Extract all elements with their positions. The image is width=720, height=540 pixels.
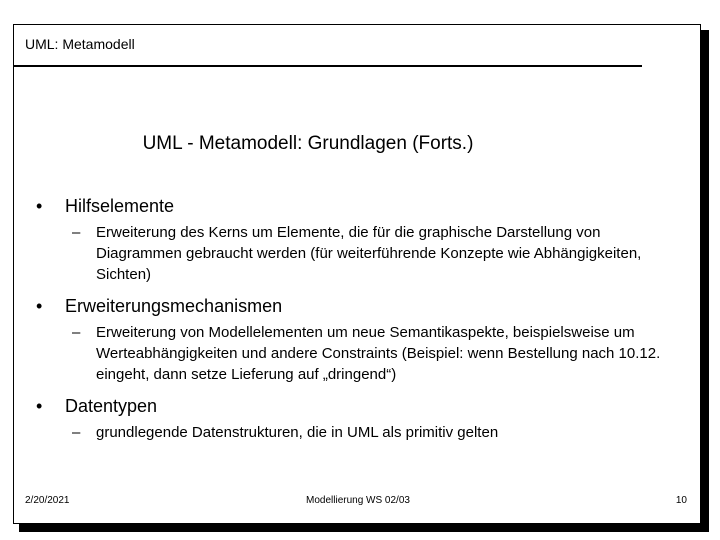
footer-course: Modellierung WS 02/03 <box>306 495 410 506</box>
bullet-icon: • <box>36 396 43 416</box>
slide-content <box>14 195 702 453</box>
slide <box>13 24 701 524</box>
bullet-item-datentypen <box>14 395 702 417</box>
bullet-label: Datentypen <box>65 396 158 416</box>
sub-item-datentypen <box>14 422 676 443</box>
bullet-item-erweiterungsmechanismen <box>14 295 702 317</box>
slide-title: UML - Metamodell: Grundlagen (Forts.) <box>142 133 474 154</box>
bullet-icon: • <box>36 296 43 316</box>
slide-header: UML: Metamodell <box>25 36 135 52</box>
bullet-icon: • <box>36 196 43 216</box>
header-rule <box>14 65 642 67</box>
sub-item-text: grundlegende Datenstrukturen, die in UML als primitiv gelten <box>96 424 499 441</box>
dash-icon: – <box>72 224 81 241</box>
sub-item-text: Erweiterung des Kerns um Elemente, die für die graphische Darstellung von Diagrammen gebraucht werden (für weiterführende Konzepte wie Abhängigkeiten, Sichten) <box>96 224 642 283</box>
footer-date: 2/20/2021 <box>25 495 70 506</box>
bullet-label: Erweiterungsmechanismen <box>65 296 283 316</box>
page-number: 10 <box>675 495 687 506</box>
sub-item-hilfselemente <box>14 222 676 285</box>
bullet-label: Hilfselemente <box>65 196 175 216</box>
sub-item-erweiterungsmechanismen <box>14 322 676 385</box>
dash-icon: – <box>72 324 81 341</box>
sub-item-text: Erweiterung von Modellelementen um neue Semantikaspekte, beispielsweise um Werteabhängigkeiten und andere Constraints (Beispiel: wenn Bestellung nach 10.12. eingeht, dann setze Lieferung auf „dringend“) <box>96 324 661 383</box>
bullet-item-hilfselemente <box>14 195 702 217</box>
dash-icon: – <box>72 424 81 441</box>
